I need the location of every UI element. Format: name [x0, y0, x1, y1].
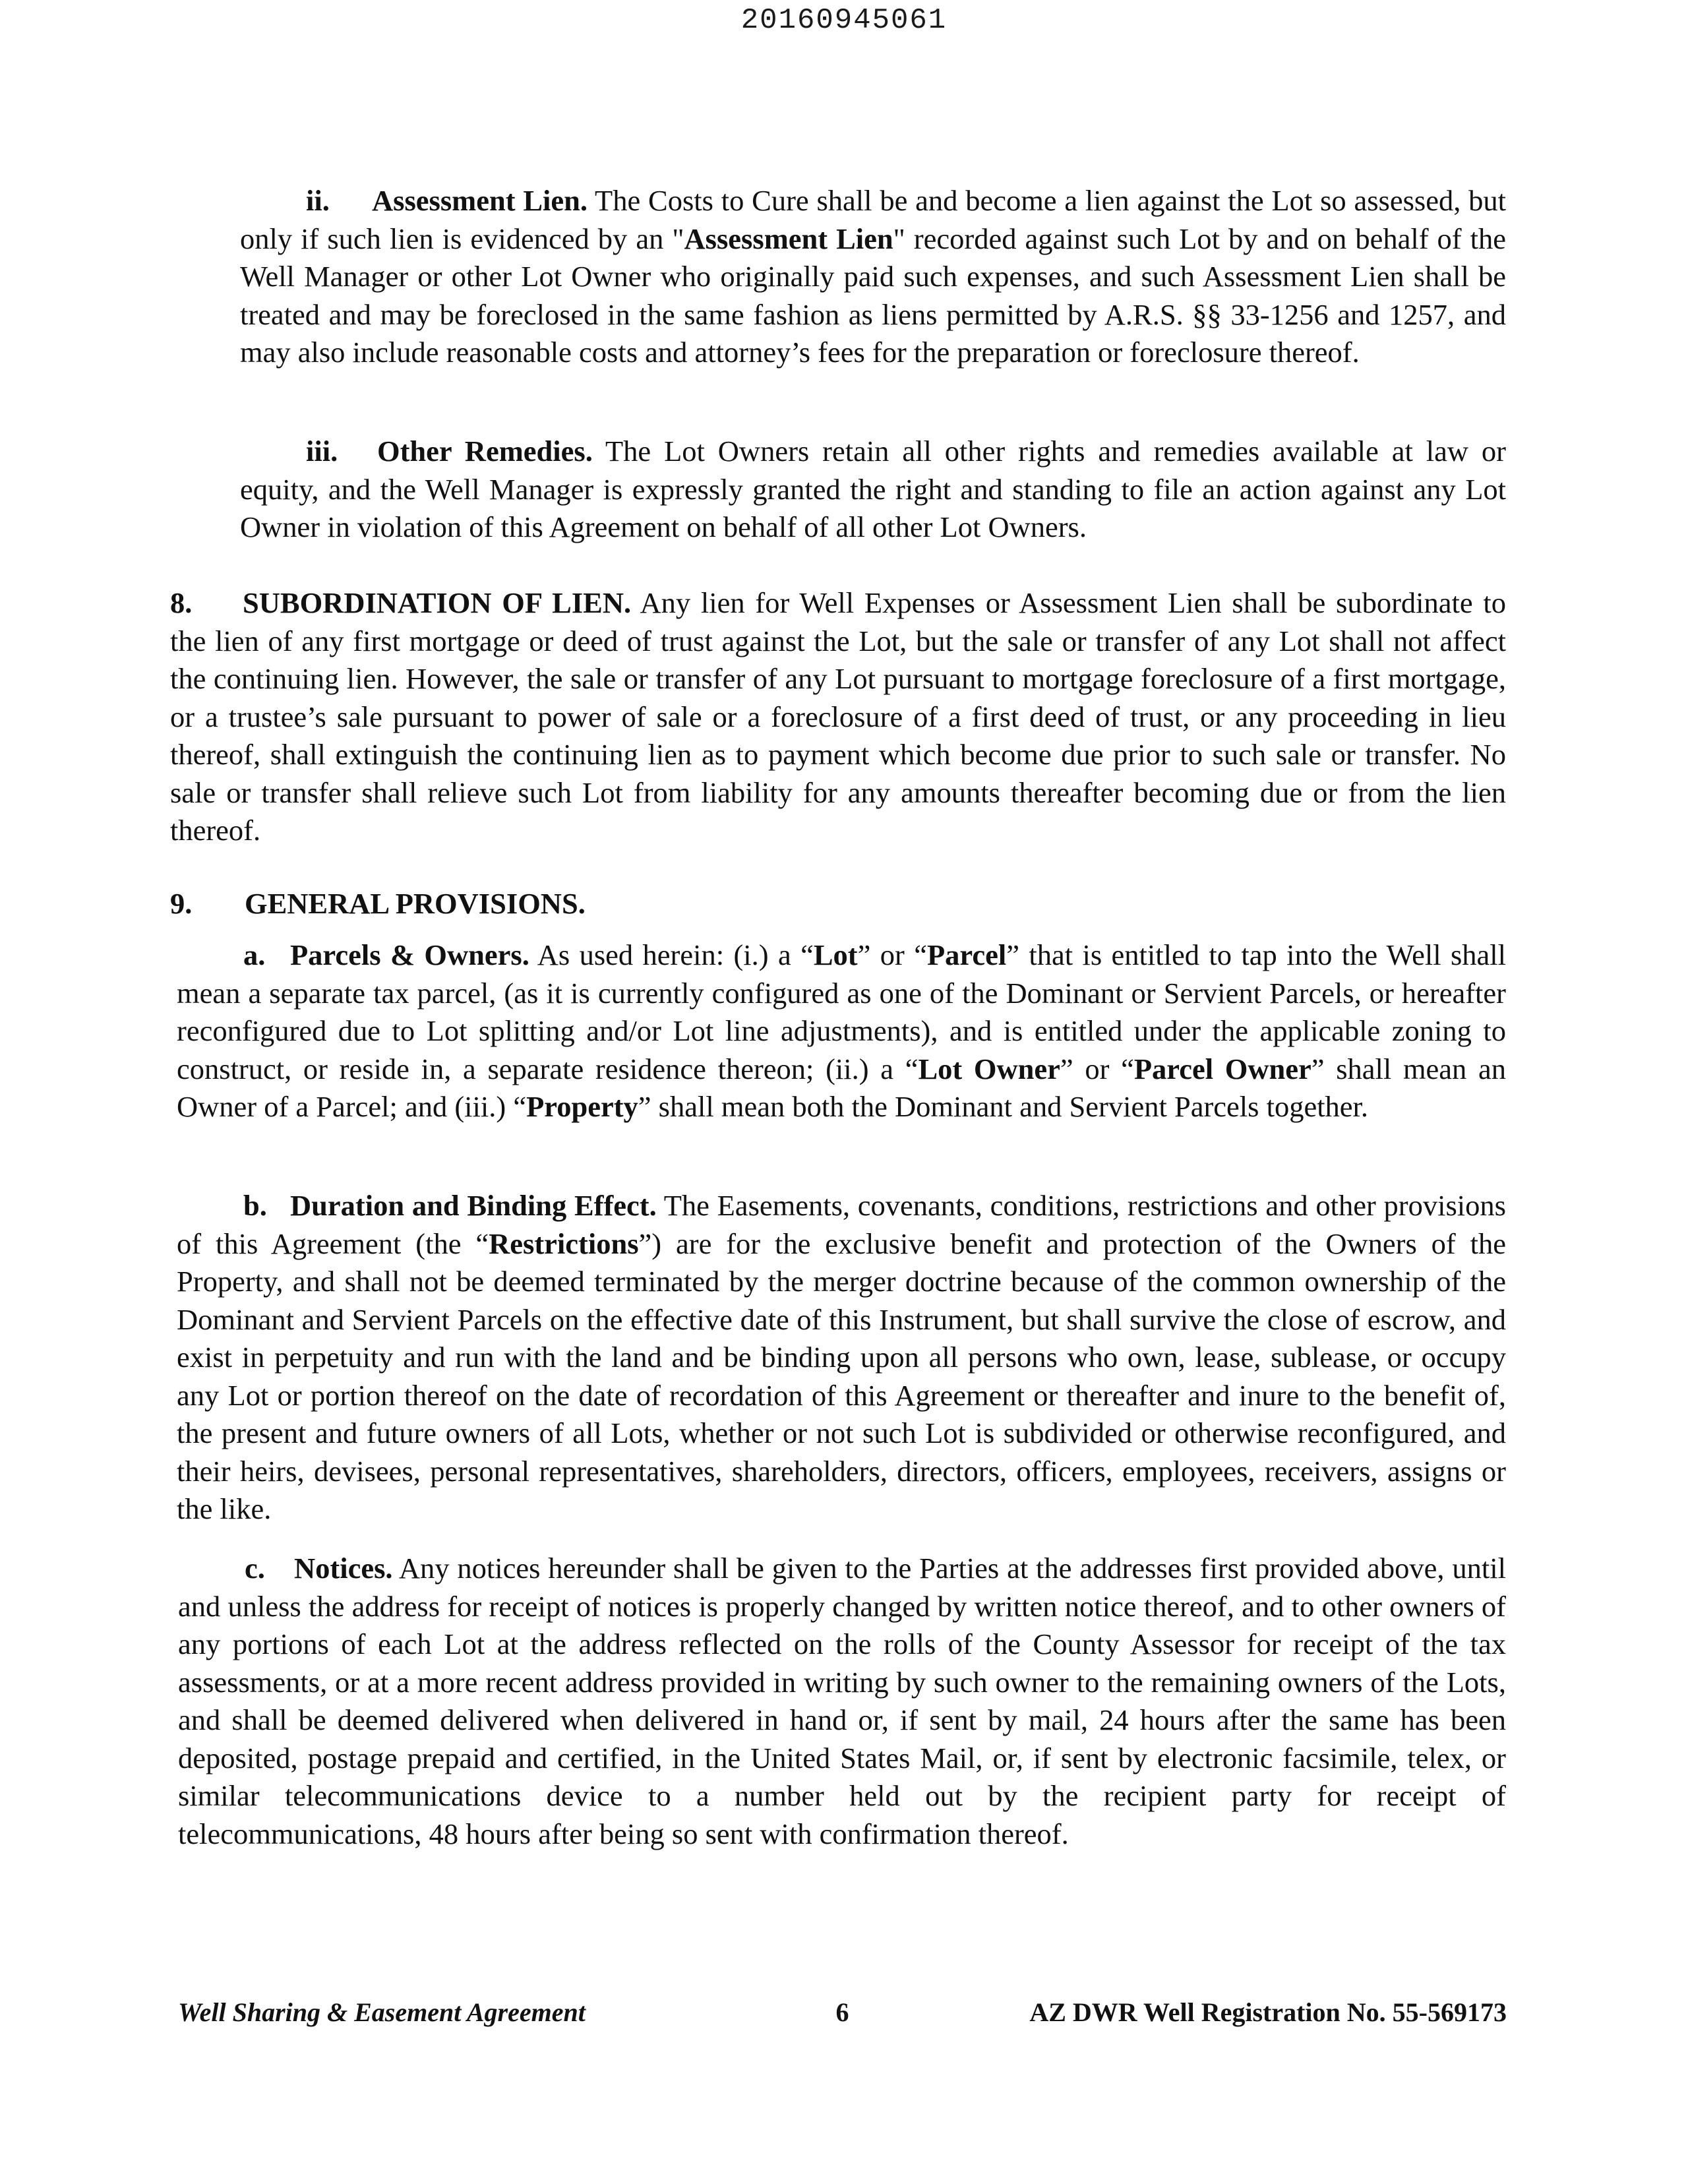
section-ii-text-1: The Costs to Cure shall be and become a lien against the Lot so assessed, but only if such lien is evidenced by an " [240, 184, 1507, 255]
section-c-text: Any notices hereunder shall be given to the Parties at the addresses first provided above, until and unless the address for receipt of notices is properly changed by written notice thereof, and to other owners of any portions of each Lot at the address reflected on the rolls of the County Assessor for receipt of the tax assessments, or at a more recent address provided in writing by such owner to the remaining owners of the Lots, and shall be deemed delivered when delivered in hand or, if sent by mail, 24 hours after the same has been deposited, postage prepaid and certified, in the United States Mail, or, if sent by electronic facsimile, telex, or similar telecommunications device to a number held out by the recipient party for receipt of telecommunications, 48 hours after being so sent with confirmation thereof. [178, 1552, 1506, 1850]
section-8-text: Any lien for Well Expenses or Assessment Lien shall be subordinate to the lien of any first mortgage or deed of trust against the Lot, but the sale or transfer of any Lot shall not affect the continuing lien. However, the sale or transfer of any Lot pursuant to mortgage foreclosure of a first mortgage, or a trustee’s sale pursuant to power of sale or a foreclosure of a first deed of trust, or any proceeding in lieu thereof, shall extinguish the continuing lien as to payment which become due prior to such sale or transfer. No sale or transfer shall relieve such Lot from liability for any amounts thereafter becoming due or from the lien thereof. [170, 586, 1507, 847]
section-b-heading: Duration and Binding Effect. [290, 1189, 657, 1222]
section-9-general-provisions [170, 885, 1506, 923]
section-a-text-3: ” that is entitled to tap into the Well shall mean a separate tax parcel, (as it is currently configured as one of the Dominant or Servient Parcels, or hereafter reconfigured due to Lot splitting and/or Lot line adjustments), and is entitled under the applicable zoning to construct, or reside in, a separate residence thereon; (ii.) a “ [177, 938, 1506, 1085]
section-ii-heading: Assessment Lien. [372, 184, 588, 217]
section-a-heading: Parcels & Owners. [290, 938, 529, 971]
section-iii-other-remedies [240, 433, 1506, 547]
section-8-label: 8. [170, 586, 193, 619]
footer-document-title: Well Sharing & Easement Agreement [178, 1997, 586, 2027]
term-property: Property [526, 1090, 638, 1123]
term-lot: Lot [813, 938, 858, 971]
section-b-duration-binding [177, 1187, 1506, 1529]
term-parcel: Parcel [926, 938, 1007, 971]
section-9-heading: GENERAL PROVISIONS. [245, 887, 586, 920]
term-parcel-owner: Parcel Owner [1133, 1052, 1311, 1085]
term-restrictions: Restrictions [489, 1227, 639, 1260]
section-a-text-2: ” or “ [857, 938, 927, 971]
footer-registration-number: AZ DWR Well Registration No. 55-569173 [1029, 1997, 1507, 2027]
section-iii-text: The Lot Owners retain all other rights and remedies available at law or equity, and the Well Manager is expressly granted the right and standing to file an action against any Lot Owner in violation of this Agreement on behalf of all other Lot Owners. [240, 435, 1506, 543]
section-8-heading: SUBORDINATION OF LIEN. [243, 586, 632, 619]
section-a-text-6: ” shall mean both the Dominant and Servient Parcels together. [638, 1090, 1369, 1123]
section-a-parcels-owners [177, 936, 1506, 1126]
section-c-heading: Notices. [294, 1552, 393, 1585]
section-c-label: c. [245, 1552, 265, 1585]
section-iii-heading: Other Remedies. [377, 435, 593, 468]
recording-number: 20160945061 [740, 4, 948, 37]
section-ii-term: Assessment Lien [684, 222, 893, 255]
section-b-text-1: The Easements, covenants, conditions, restrictions and other provisions of this Agreement (the “ [177, 1189, 1506, 1260]
page-footer [178, 1997, 1507, 2034]
term-lot-owner: Lot Owner [918, 1052, 1060, 1085]
section-8-subordination [170, 584, 1506, 850]
section-a-text-5: ” shall mean an Owner of a Parcel; and (iii.) “ [177, 1052, 1506, 1123]
section-a-text-1: As used herein: (i.) a “ [529, 938, 814, 971]
section-9-label: 9. [170, 887, 193, 920]
section-a-label: a. [243, 938, 266, 971]
section-iii-label: iii. [306, 435, 338, 468]
section-ii-text-2: " recorded against such Lot by and on behalf of the Well Manager or other Lot Owner who originally paid such expenses, and such Assessment Lien shall be treated and may be foreclosed in the same fashion as liens permitted by A.R.S. §§ 33-1256 and 1257, and may also include reasonable costs and attorney’s fees for the preparation or foreclosure thereof. [240, 222, 1507, 369]
footer-page-number: 6 [835, 1997, 849, 2027]
section-ii-label: ii. [306, 184, 330, 217]
section-b-label: b. [243, 1189, 267, 1222]
section-b-text-2: ”) are for the exclusive benefit and protection of the Owners of the Property, and shall not be deemed terminated by the merger doctrine because of the common ownership of the Dominant and Servient Parcels on the effective date of this Instrument, but shall survive the close of escrow, and exist in perpetuity and run with the land and be binding upon all persons who own, lease, sublease, or occupy any Lot or portion thereof on the date of recordation of this Agreement or thereafter and inure to the benefit of, the present and future owners of all Lots, whether or not such Lot is subdivided or otherwise reconfigured, and their heirs, devisees, personal representatives, shareholders, directors, officers, employees, receivers, assigns or the like. [177, 1227, 1507, 1525]
section-ii-assessment-lien [240, 182, 1506, 372]
section-c-notices [178, 1550, 1506, 1853]
section-a-text-4: ” or “ [1060, 1052, 1134, 1085]
